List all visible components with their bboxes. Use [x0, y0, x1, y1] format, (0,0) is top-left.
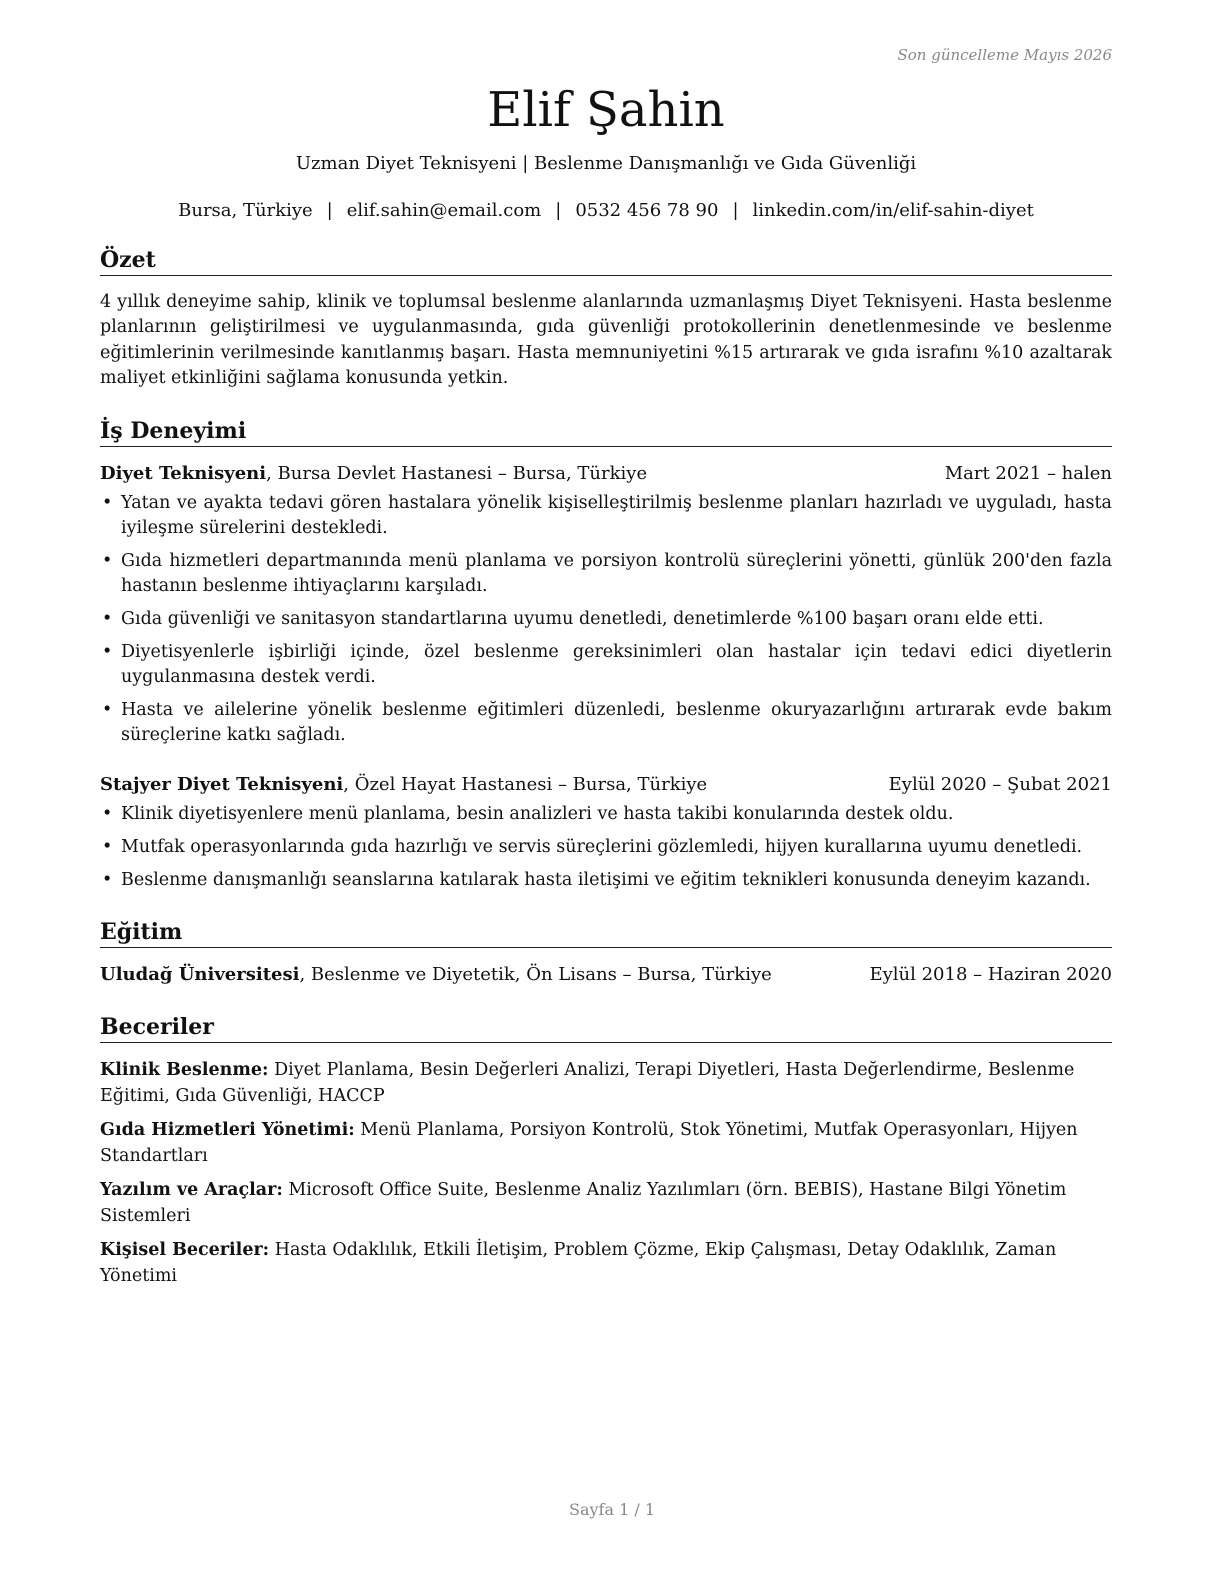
- education-detail: , Beslenme ve Diyetetik, Ön Lisans – Bursa, Türkiye: [299, 963, 772, 985]
- list-item: • Mutfak operasyonlarında gıda hazırlığı ve servis süreçlerini gözlemledi, hijyen kurallarına uyumu denetledi.: [100, 835, 1112, 860]
- skill-label: Gıda Hizmetleri Yönetimi:: [100, 1119, 355, 1140]
- education-school: Uludağ Üniversitesi: [100, 963, 300, 985]
- skill-row: [100, 1177, 1112, 1229]
- education-title-line: [100, 962, 772, 988]
- contact-phone: 0532 456 78 90: [575, 199, 719, 221]
- skills-list: [100, 1057, 1112, 1289]
- skill-row: [100, 1237, 1112, 1289]
- job-header: [100, 772, 1112, 798]
- list-item: • Beslenme danışmanlığı seanslarına katılarak hasta iletişimi ve eğitim teknikleri konusunda deneyim kazandı.: [100, 868, 1112, 893]
- skill-label: Klinik Beslenme:: [100, 1059, 269, 1080]
- list-item: • Hasta ve ailelerine yönelik beslenme eğitimleri düzenledi, beslenme okuryazarlığını artırarak evde bakım süreçlerine katkı sağladı.: [100, 698, 1112, 748]
- list-item: • Diyetisyenlerle işbirliği içinde, özel beslenme gereksinimleri olan hastalar için tedavi edici diyetlerin uygulanmasına destek verdi.: [100, 640, 1112, 690]
- section-title-summary: Özet: [100, 247, 1112, 276]
- contact-separator: |: [326, 199, 333, 221]
- person-name: Elif Şahin: [487, 82, 725, 138]
- tagline: Uzman Diyet Teknisyeni | Beslenme Danışmanlığı ve Gıda Güvenliği: [295, 152, 917, 174]
- job-title-line: [100, 772, 707, 798]
- contact-separator: |: [732, 199, 739, 221]
- job-bullet-list: [100, 802, 1112, 893]
- list-item: • Gıda güvenliği ve sanitasyon standartlarına uyumu denetledi, denetimlerde %100 başarı oranı elde etti.: [100, 607, 1112, 632]
- list-item: • Gıda hizmetleri departmanında menü planlama ve porsiyon kontrolü süreçlerini yönetti, günlük 200'den fazla hastanın beslenme ihtiyaçlarını karşıladı.: [100, 549, 1112, 599]
- job-role: Diyet Teknisyeni: [100, 462, 267, 484]
- skill-text: Menü Planlama, Porsiyon Kontrolü, Stok Yönetimi, Mutfak Operasyonları, Hijyen Standartları: [100, 1119, 1078, 1166]
- skill-label: Kişisel Beceriler:: [100, 1239, 270, 1260]
- skill-text: Hasta Odaklılık, Etkili İletişim, Problem Çözme, Ekip Çalışması, Detay Odaklılık, Zaman Yönetimi: [100, 1239, 1057, 1286]
- page-number: Sayfa 1 / 1: [568, 1500, 655, 1519]
- job-title-line: [100, 461, 647, 487]
- contact-linkedin[interactable]: linkedin.com/in/elif-sahin-diyet: [752, 199, 1034, 221]
- skill-text: Microsoft Office Suite, Beslenme Analiz Yazılımları (örn. BEBIS), Hastane Bilgi Yönetim Sistemleri: [100, 1179, 1067, 1226]
- skill-row: [100, 1117, 1112, 1169]
- job-dates: Mart 2021 – halen: [944, 462, 1112, 484]
- skill-text: Diyet Planlama, Besin Değerleri Analizi, Terapi Diyetleri, Hasta Değerlendirme, Beslenme Eğitimi, Gıda Güvenliği, HACCP: [100, 1059, 1075, 1106]
- education-dates: Eylül 2018 – Haziran 2020: [869, 963, 1112, 985]
- list-item: • Klinik diyetisyenlere menü planlama, besin analizleri ve hasta takibi konularında destek oldu.: [100, 802, 1112, 827]
- contact-location: Bursa, Türkiye: [178, 199, 313, 221]
- last-updated: Son güncelleme Mayıs 2026: [897, 46, 1112, 64]
- section-title-skills: Beceriler: [100, 1014, 1112, 1043]
- section-title-education: Eğitim: [100, 919, 1112, 948]
- contact-separator: |: [555, 199, 562, 221]
- job-org: , Özel Hayat Hastanesi – Bursa, Türkiye: [343, 773, 708, 795]
- section-title-experience: İş Deneyimi: [100, 418, 1112, 447]
- job-role: Stajyer Diyet Teknisyeni: [100, 773, 344, 795]
- job-bullet-list: [100, 491, 1112, 748]
- job-dates: Eylül 2020 – Şubat 2021: [888, 773, 1112, 795]
- job-header: [100, 461, 1112, 487]
- skill-row: [100, 1057, 1112, 1109]
- job-org: , Bursa Devlet Hastanesi – Bursa, Türkiye: [266, 462, 648, 484]
- contact-line: [100, 200, 1112, 221]
- skill-label: Yazılım ve Araçlar:: [100, 1179, 283, 1200]
- contact-email[interactable]: elif.sahin@email.com: [346, 199, 542, 221]
- list-item: • Yatan ve ayakta tedavi gören hastalara yönelik kişiselleştirilmiş beslenme planları hazırladı ve uyguladı, hasta iyileşme sürelerini destekledi.: [100, 491, 1112, 541]
- summary-text: 4 yıllık deneyime sahip, klinik ve toplumsal beslenme alanlarında uzmanlaşmış Diyet Teknisyeni. Hasta beslenme planlarının geliştirilmesi ve uygulanmasında, gıda güvenliği protokollerinin denetlenmesinde ve beslenme eğitimlerinin verilmesinde kanıtlanmış başarı. Hasta memnuniyetini %15 artırarak ve gıda israfını %10 azaltarak maliyet etkinliğini sağlama konusunda yetkin.: [100, 291, 1112, 389]
- education-entry: [100, 962, 1112, 988]
